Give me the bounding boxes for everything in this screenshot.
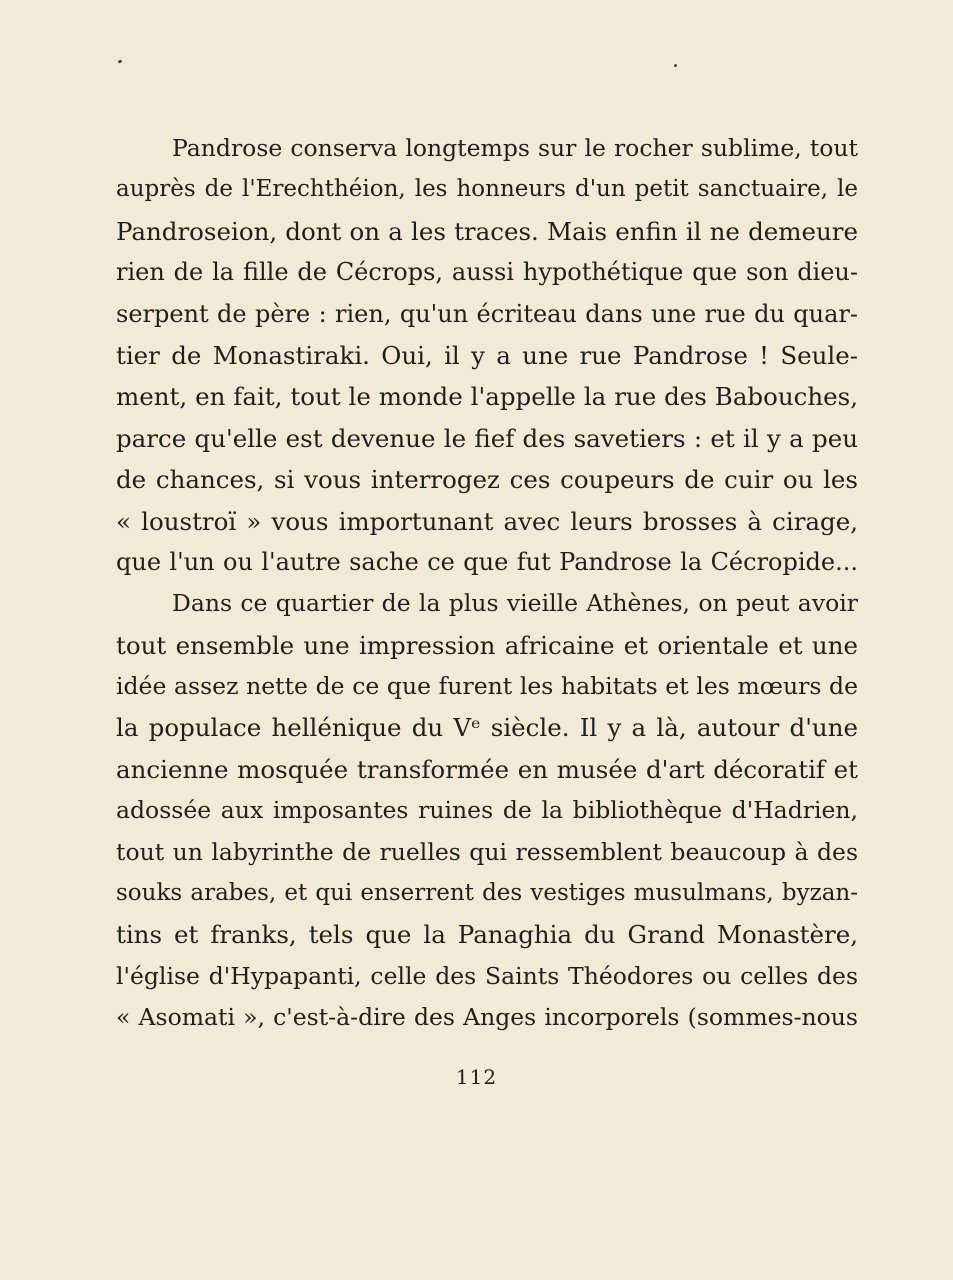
text-line: ancienne mosquée transformée en musée d'art décoratif et: [116, 754, 858, 784]
text-line: tout un labyrinthe de ruelles qui ressemblent beaucoup à des: [116, 837, 858, 866]
text-line: tier de Monastiraki. Oui, il y a une rue Pandrose ! Seule-: [116, 340, 858, 370]
text-line: Dans ce quartier de la plus vieille Athènes, on peut avoir: [172, 589, 858, 618]
ink-speck: [673, 63, 677, 67]
text-line: que l'un ou l'autre sache ce que fut Pandrose la Cécropide...: [116, 547, 858, 576]
text-line: rien de la fille de Cécrops, aussi hypothétique que son dieu-: [116, 258, 858, 287]
text-line: Pandroseion, dont on a les traces. Mais enfin il ne demeure: [116, 216, 858, 246]
text-line: « Asomati », c'est-à-dire des Anges incorporels (sommes-nous: [116, 1003, 858, 1032]
text-line: auprès de l'Erechthéion, les honneurs d'un petit sanctuaire, le: [116, 176, 858, 203]
body-text: [116, 128, 858, 1039]
text-line: de chances, si vous interrogez ces coupeurs de cuir ou les: [116, 465, 858, 495]
paragraph: [116, 128, 858, 583]
text-line: tout ensemble une impression africaine et orientale et une: [116, 630, 858, 660]
text-line: Pandrose conserva longtemps sur le rocher sublime, tout: [172, 134, 858, 162]
text-line: l'église d'Hypapanti, celle des Saints Théodores ou celles des: [116, 961, 858, 990]
paragraph: [116, 583, 858, 1038]
text-line: souks arabes, et qui enserrent des vestiges musulmans, byzan-: [116, 880, 858, 907]
text-line: ment, en fait, tout le monde l'appelle la rue des Babouches,: [116, 382, 858, 412]
text-line: idée assez nette de ce que furent les habitats et les mœurs de: [116, 672, 858, 701]
page-number: 112: [455, 1065, 498, 1089]
text-line: « loustroï » vous importunant avec leurs brosses à cirage,: [116, 506, 858, 536]
text-line: la populace hellénique du Vᵉ siècle. Il y a là, autour d'une: [116, 713, 858, 743]
text-line: serpent de père : rien, qu'un écriteau dans une rue du quar-: [116, 299, 858, 328]
ink-speck: [118, 59, 123, 64]
text-line: tins et franks, tels que la Panaghia du Grand Monastère,: [116, 920, 858, 950]
text-line: adossée aux imposantes ruines de la bibliothèque d'Hadrien,: [116, 796, 858, 825]
text-line: parce qu'elle est devenue le fief des savetiers : et il y a peu: [116, 423, 858, 453]
